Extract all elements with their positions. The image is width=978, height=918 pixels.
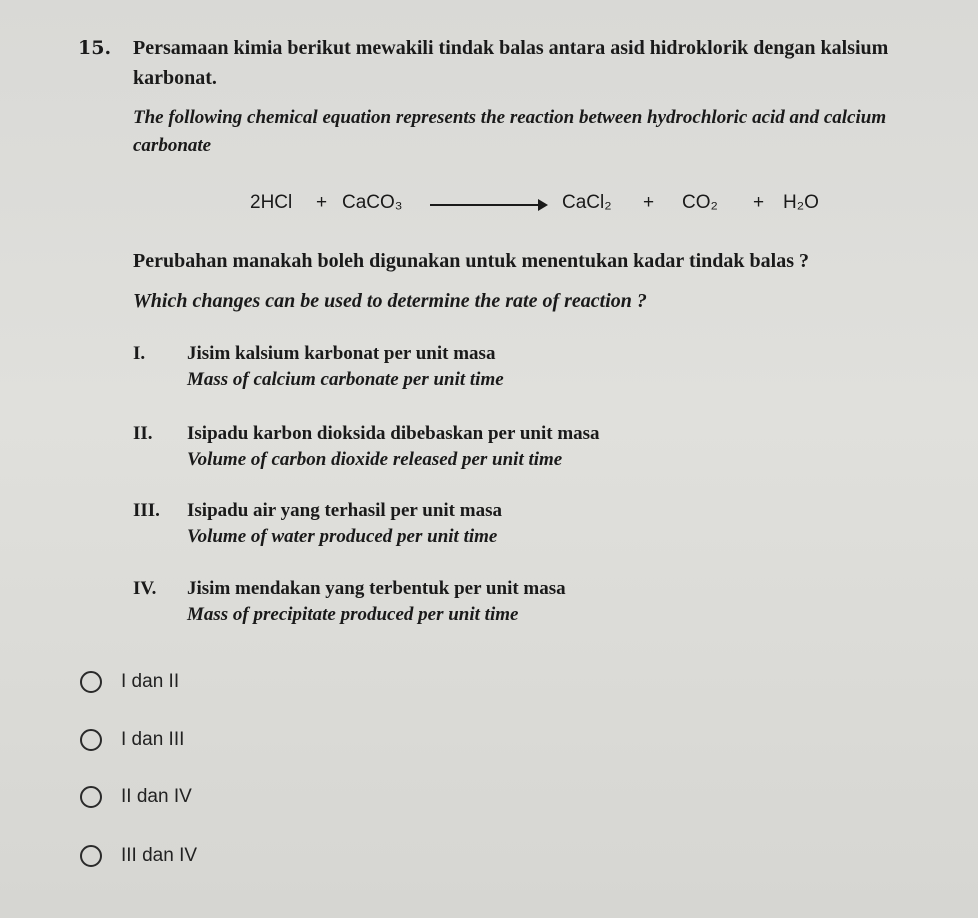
question-ask-malay: Perubahan manakah boleh digunakan untuk menentukan kadar tindak balas ?: [133, 250, 809, 272]
radio-button-icon[interactable]: [80, 671, 102, 693]
answer-option-label[interactable]: I dan III: [121, 729, 185, 750]
question-stem-english: The following chemical equation represents the reaction between hydrochloric acid and calcium carbonate: [133, 107, 887, 156]
radio-button-icon[interactable]: [80, 786, 102, 808]
statement-english: Mass of calcium carbonate per unit time: [187, 369, 504, 390]
statement-english: Volume of water produced per unit time: [187, 526, 498, 547]
statement-malay: Isipadu air yang terhasil per unit masa: [187, 500, 502, 521]
reaction-arrow-icon: [430, 204, 546, 206]
statement-numeral: I.: [133, 343, 146, 364]
equation-product-co2: CO₂: [682, 192, 718, 213]
equation-reactant-caco3: CaCO₃: [342, 192, 403, 213]
answer-option-4[interactable]: [80, 842, 480, 872]
answer-option-2[interactable]: [80, 726, 480, 756]
statement-malay: Isipadu karbon dioksida dibebaskan per unit masa: [187, 423, 600, 444]
answer-option-3[interactable]: [80, 783, 480, 813]
question-ask-english: Which changes can be used to determine the rate of reaction ?: [133, 290, 647, 312]
equation-plus: +: [316, 192, 328, 213]
statement-numeral: III.: [133, 500, 160, 521]
answer-option-label[interactable]: II dan IV: [121, 786, 192, 807]
equation-product-h2o: H₂O: [783, 192, 819, 213]
answer-option-1[interactable]: [80, 668, 480, 698]
equation-product-cacl2: CaCl₂: [562, 192, 612, 213]
chemical-equation: [250, 188, 850, 222]
question-number: 15.: [78, 37, 112, 59]
equation-reactant-hcl: 2HCl: [250, 192, 293, 213]
radio-button-icon[interactable]: [80, 729, 102, 751]
statement-malay: Jisim kalsium karbonat per unit masa: [187, 343, 496, 364]
answer-option-label[interactable]: I dan II: [121, 671, 180, 692]
statement-numeral: IV.: [133, 578, 157, 599]
statement-english: Volume of carbon dioxide released per unit time: [187, 449, 563, 470]
equation-plus: +: [753, 192, 765, 213]
radio-button-icon[interactable]: [80, 845, 102, 867]
statement-malay: Jisim mendakan yang terbentuk per unit masa: [187, 578, 566, 599]
question-stem-malay: Persamaan kimia berikut mewakili tindak balas antara asid hidroklorik dengan kalsium karbonat.: [133, 37, 889, 89]
statement-numeral: II.: [133, 423, 153, 444]
answer-option-label[interactable]: III dan IV: [121, 845, 198, 866]
statement-english: Mass of precipitate produced per unit time: [187, 604, 519, 625]
equation-plus: +: [643, 192, 655, 213]
